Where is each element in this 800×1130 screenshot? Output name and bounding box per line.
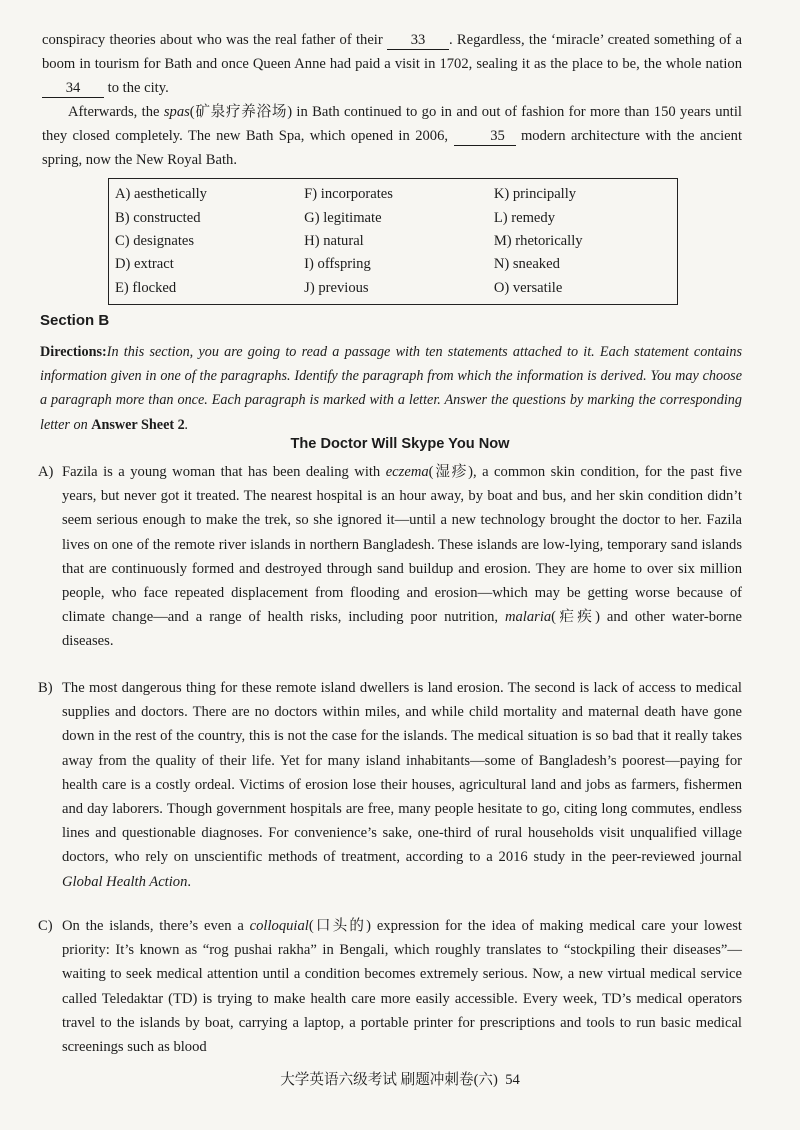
paragraph-text: . <box>187 873 192 890</box>
word-bank-row <box>109 230 678 253</box>
paragraph-text: Fazila is a young woman that has been dealing with <box>62 464 381 480</box>
paragraph-marker: C) <box>38 918 53 934</box>
passage-paragraph-1 <box>42 28 742 101</box>
gloss-malaria: (疟疾) <box>551 609 600 626</box>
passage-text: modern architecture with the ancient spring, now the New Royal Bath. <box>42 128 742 169</box>
word-option: A) aesthetically <box>115 186 207 203</box>
word-option: K) principally <box>493 186 577 203</box>
page-footer <box>0 1068 800 1089</box>
paragraph-text: and other water-borne diseases. <box>62 609 742 650</box>
word-option: D) extract <box>115 256 174 273</box>
paragraph-c <box>38 914 742 1059</box>
gloss-eczema: (湿疹) <box>428 464 473 480</box>
term-malaria: malaria <box>504 609 552 626</box>
section-title: Section B <box>40 312 110 329</box>
blank-33: 33 <box>387 31 449 50</box>
paragraph-a <box>38 460 742 654</box>
directions-label: Directions: <box>40 344 107 360</box>
term-eczema: eczema <box>385 464 429 480</box>
paragraph-b <box>38 676 742 894</box>
passage-paragraph-2 <box>42 100 742 173</box>
word-bank-table <box>108 178 678 305</box>
word-option: G) legitimate <box>304 209 382 226</box>
term-spas: spas <box>163 104 190 120</box>
paragraph-text: , a common skin condition, for the past five years, but never got it treated. The nearest hospital is an hour away, by boat and bus, and her skin condition didn’t seem serious enough to make the trek, so she ignored it—until a new technology brought the doctor to her. Fazila lives on one of the remote river islands in northern Bangladesh. These islands are low-lying, temporary sand islands that are continuously formed and destroyed through sand buildup and erosion. They are home to over six million people, who face repeated displacement from flooding and erosion—which may be getting worse because of climate change—and a range of health risks, including poor nutrition, <box>62 464 743 626</box>
paragraph-marker: A) <box>38 464 54 480</box>
passage-text: . Regardless, the ‘miracle’ created something of a boom in tourism for Bath and once Queen Anne had paid a visit in 1702, sealing it as the place to be, the whole nation <box>42 32 742 73</box>
word-bank-row <box>109 277 678 305</box>
paragraph-text: On the islands, there’s even a <box>62 918 244 934</box>
journal-name: Global Health Action <box>62 873 188 890</box>
passage-text: in Bath continued to go in and out of fashion for more than 150 years until they closed completely. The new Bath Spa, which opened in 2006, <box>42 104 742 145</box>
word-option: J) previous <box>304 279 369 296</box>
word-bank-row <box>109 179 678 207</box>
word-option: L) remedy <box>493 209 555 226</box>
word-bank-row <box>109 253 678 276</box>
article-title: The Doctor Will Skype You Now <box>290 436 510 452</box>
directions <box>40 340 742 437</box>
page-number: 54 <box>505 1072 520 1088</box>
word-option: C) designates <box>115 232 195 249</box>
answer-sheet-label: Answer Sheet 2 <box>91 416 185 433</box>
gloss-colloquial: (口头的) <box>308 918 372 934</box>
passage-text: Afterwards, the <box>68 104 160 120</box>
term-colloquial: colloquial <box>249 918 309 934</box>
blank-34: 34 <box>42 79 104 98</box>
paragraph-text: expression for the idea of making medical care your lowest priority: It’s known as “rog pushai rakha” in Bengali, which roughly translates to “stockpiling their diseases”—waiting to seek medical attention until a condition becomes extremely serious. Now, a new virtual medical service called Teledaktar (TD) is trying to make health care more easily accessible. Every week, TD’s medical operators travel to the islands by boat, carrying a laptop, a portable printer for prescriptions and tools to run basic medical screenings such as blood <box>62 918 742 1056</box>
directions-end: . <box>184 416 189 433</box>
word-option: I) offspring <box>304 256 371 273</box>
passage-text: to the city. <box>107 80 169 97</box>
gloss-spas: (矿泉疗养浴场) <box>189 104 293 120</box>
word-option: M) rhetorically <box>493 232 583 249</box>
word-option: H) natural <box>304 232 364 249</box>
word-option: N) sneaked <box>493 256 560 273</box>
blank-35: 35 <box>454 127 516 146</box>
directions-text: In this section, you are going to read a passage with ten statements attached to it. Each statement contains information given in one of the paragraphs. Identify the paragraph from which the information is derived. You may choose a paragraph more than once. Each paragraph is marked with a letter. Answer the questions by marking the corresponding letter on <box>40 344 742 433</box>
word-option: E) flocked <box>115 279 177 296</box>
word-option: F) incorporates <box>304 186 393 203</box>
word-option: B) constructed <box>115 209 201 226</box>
word-bank-row <box>109 206 678 229</box>
paragraph-marker: B) <box>38 680 53 696</box>
passage-text: conspiracy theories about who was the real father of their <box>42 32 383 48</box>
word-option: O) versatile <box>493 279 563 296</box>
paragraph-text: The most dangerous thing for these remote island dwellers is land erosion. The second is lack of access to medical supplies and doctors. There are no doctors within miles, and while child mortality and maternal death have gone down in the rest of the country, this is not the case for the islands. The medical situation is so bad that it really takes away from the quality of their life. Yet for many island inhabitants—some of Bangladesh’s poorest—paying for health care is a costly ordeal. Victims of erosion lose their houses, agricultural land and jobs as farmers, fishermen and day laborers. Though government hospitals are free, many people hesitate to go, citing long commutes, endless lines and questionable diagnoses. For convenience’s sake, one-third of rural households visit unqualified village doctors, who rely on unscientific methods of treatment, according to a 2016 study in the peer-reviewed journal <box>62 680 742 866</box>
footer-text: 大学英语六级考试 刷题冲刺卷(六) <box>280 1072 498 1088</box>
